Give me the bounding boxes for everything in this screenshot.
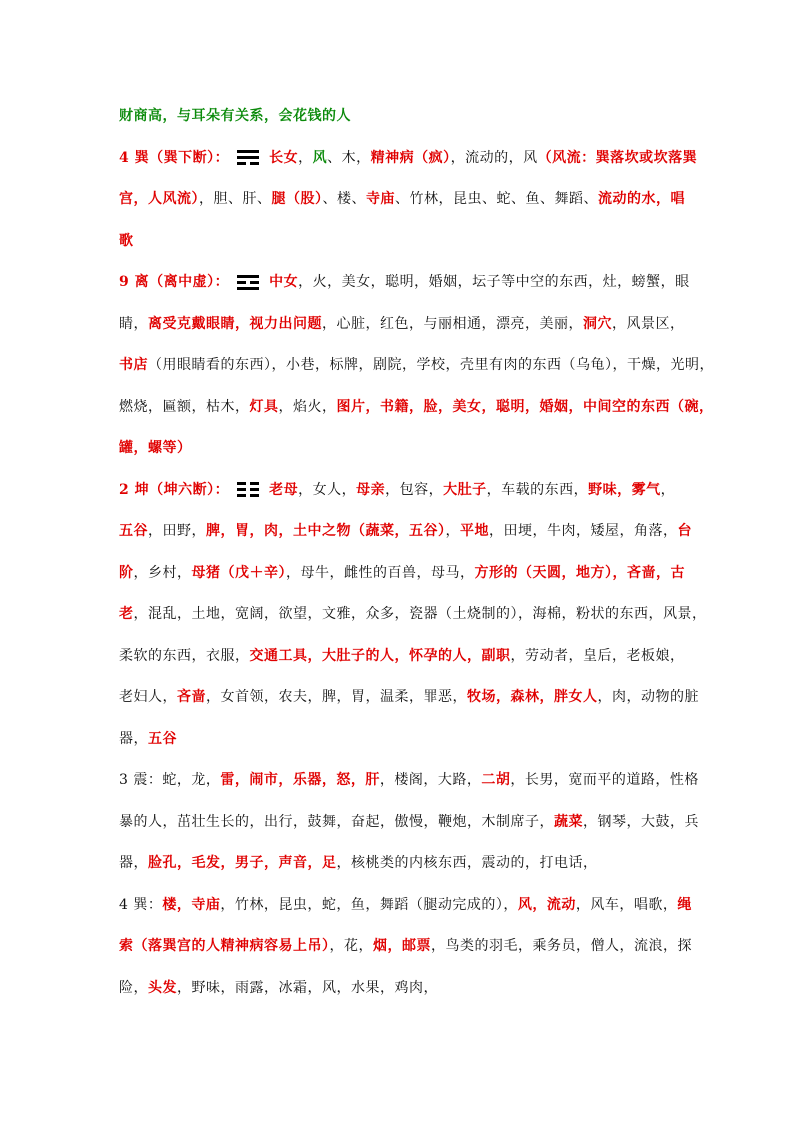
body-text: （用眼睛看的东西），小巷，标牌，剧院，学校，壳里有肉的东西（乌龟），干燥，光明， <box>148 357 714 373</box>
highlight-text: 母亲 <box>356 481 386 498</box>
text-line <box>119 470 679 512</box>
highlight-text: 方形的（天圆，地方），吝啬，古 <box>474 564 685 581</box>
highlight-text: 书店 <box>119 357 148 373</box>
body-text: 险， <box>119 979 148 996</box>
highlight-text: 雷，闹市，乐器，怒，肝 <box>220 772 380 788</box>
body-text: ，鸟类的羽毛，乘务员，僧人，流浪，探 <box>431 938 692 954</box>
text-line <box>119 553 685 595</box>
document-body <box>119 96 714 1009</box>
highlight-text: 图片，书籍，脸，美女，聪明，婚姻，中间空的东西（碗， <box>336 398 714 415</box>
highlight-text: 腿（股） <box>271 191 323 207</box>
body-text: 3 震：蛇，龙， <box>119 772 221 788</box>
trigram-li-icon <box>237 275 259 290</box>
body-text: 柔软的东西，衣服， <box>119 647 250 664</box>
body-text: 老妇人， <box>119 689 177 705</box>
body-text: ，劳动者，皇后，老板娘， <box>510 647 685 664</box>
text-line <box>119 138 698 180</box>
text-line <box>119 594 707 636</box>
highlight-text: 罐，螺等） <box>119 440 192 456</box>
text-line <box>119 428 679 470</box>
body-text: ，心脏，红色，与丽相通，漂亮，美丽， <box>322 315 583 332</box>
highlight-text: 平地 <box>460 523 489 539</box>
body-text: 4 巽： <box>119 896 163 913</box>
text-line <box>119 926 692 968</box>
highlight-text: （风流：巽落坎或坎落巽 <box>537 149 698 166</box>
text-line <box>119 96 679 138</box>
body-text: ，女人， <box>298 481 357 498</box>
body-text: ， <box>445 523 460 539</box>
highlight-text: 野味，雾气 <box>588 481 661 498</box>
body-text: ，风车，唱歌， <box>575 896 678 913</box>
body-text: 暴的人，茁壮生长的，出行，鼓舞，奋起，傲慢，鞭炮，木制席子， <box>119 813 554 830</box>
highlight-text: 洞穴 <box>583 315 612 332</box>
body-text: ，流动的，风 <box>450 149 538 166</box>
highlight-text: 脸孔，毛发，男子，声音，足 <box>148 855 337 871</box>
highlight-text: 楼，寺庙 <box>162 896 221 913</box>
highlight-text: 索（落巽宫的人精神病容易上吊） <box>119 938 330 954</box>
text-line <box>119 885 692 927</box>
text-line <box>119 843 679 885</box>
body-text: ，风景区， <box>612 315 685 332</box>
highlight-text: 大肚子 <box>443 481 487 498</box>
highlight-text: 寺庙 <box>366 191 395 207</box>
trigram-kun-icon <box>237 482 259 497</box>
body-text: 、木， <box>327 149 371 166</box>
text-line <box>119 636 685 678</box>
text-line <box>119 179 685 221</box>
highlight-text: 烟，邮票 <box>373 938 431 954</box>
highlight-text: 蔬菜 <box>554 813 583 830</box>
highlight-text: 母猪（戊＋辛） <box>191 564 286 581</box>
highlight-text: 老 <box>119 606 134 622</box>
body-text: ，女首领，农夫，脾，胃，温柔，罪恶， <box>206 689 467 705</box>
body-text: ，焰火， <box>278 398 337 415</box>
body-text: 、竹林，昆虫、蛇、鱼、舞蹈、 <box>395 191 598 207</box>
body-text: ，田野， <box>148 523 206 539</box>
highlight-text: 五谷 <box>148 730 177 747</box>
text-line <box>119 968 679 1010</box>
highlight-text: 二胡 <box>481 772 511 788</box>
body-text: ， <box>298 149 313 166</box>
highlight-text: 台 <box>677 523 692 539</box>
highlight-text: 风，流动 <box>517 896 576 913</box>
body-text: 器， <box>119 730 148 747</box>
body-text: ， <box>660 481 676 498</box>
body-text: ，肉，动物的脏 <box>597 689 699 705</box>
text-line <box>119 719 679 761</box>
text-line <box>119 802 699 844</box>
highlight-text: 4 巽（巽下断）： <box>119 149 230 166</box>
text-line <box>119 511 692 553</box>
body-text: 燃烧，匾额，枯木， <box>119 398 250 415</box>
highlight-text: 流动的水，唱 <box>598 191 685 207</box>
text-line <box>119 760 699 802</box>
body-text: ，田埂，牛肉，矮屋，角落， <box>489 523 678 539</box>
highlight-text: 宫，人风流） <box>119 191 199 207</box>
highlight-text: 牧场，森林，胖女人 <box>467 689 598 705</box>
green-text: 风 <box>312 149 328 166</box>
body-text: ，车载的东西， <box>486 481 589 498</box>
body-text: ，核桃类的内核东西，震动的，打电话， <box>336 855 598 871</box>
body-text: ，胆、肝、 <box>199 191 272 207</box>
highlight-text: 离受克戴眼睛，视力出问题 <box>148 315 322 332</box>
body-text: ，竹林，昆虫，蛇，鱼，舞蹈（腿动完成的）， <box>220 896 518 913</box>
body-text: ，母牛，雌性的百兽，母马， <box>286 564 475 581</box>
highlight-text: 2 坤（坤六断）： <box>119 481 230 498</box>
text-line <box>119 262 690 304</box>
body-text: 睛， <box>119 315 148 332</box>
text-line <box>119 387 714 429</box>
highlight-text: 老母 <box>269 481 299 498</box>
highlight-text: 绳 <box>677 896 692 913</box>
highlight-text: 头发 <box>148 979 177 996</box>
text-line <box>119 221 679 263</box>
body-text: ，钢琴，大鼓，兵 <box>583 813 699 830</box>
highlight-text: 五谷 <box>119 523 148 539</box>
highlight-text: 交通工具，大肚子的人，怀孕的人，副职 <box>249 647 511 664</box>
highlight-text: 中女 <box>269 274 299 290</box>
highlight-text: 长女 <box>269 149 299 166</box>
highlight-text: 脾，胃，肉，土中之物（蔬菜，五谷） <box>206 523 446 539</box>
body-text: ，长男，宽而平的道路，性格 <box>510 772 699 788</box>
body-text: 、楼、 <box>322 191 366 207</box>
body-text: ，混乱，土地，宽阔，欲望，文雅，众多，瓷器（土烧制的），海棉，粉状的东西，风景， <box>133 606 707 622</box>
highlight-text: 灯具 <box>249 398 279 415</box>
highlight-text: 歌 <box>119 232 134 249</box>
trigram-xun-icon <box>237 150 259 165</box>
body-text: ，包容， <box>385 481 444 498</box>
text-line <box>119 304 685 346</box>
body-text: ，楼阁，大路， <box>379 772 482 788</box>
body-text: 器， <box>119 855 148 871</box>
body-text: ，火，美女，聪明，婚姻，坛子等中空的东西，灶，螃蟹，眼 <box>298 274 690 290</box>
body-text: ，乡村， <box>133 564 192 581</box>
highlight-text: 吝啬 <box>177 689 206 705</box>
text-line <box>119 345 714 387</box>
highlight-text: 9 离（离中虚）： <box>119 274 230 290</box>
green-text: 财商高，与耳朵有关系，会花钱的人 <box>119 108 351 124</box>
text-line <box>119 677 699 719</box>
highlight-text: 精神病（疯） <box>370 149 451 166</box>
highlight-text: 阶 <box>119 564 134 581</box>
body-text: ，花， <box>329 938 373 954</box>
body-text: ，野味，雨露，冰霜，风，水果，鸡肉， <box>177 979 438 996</box>
